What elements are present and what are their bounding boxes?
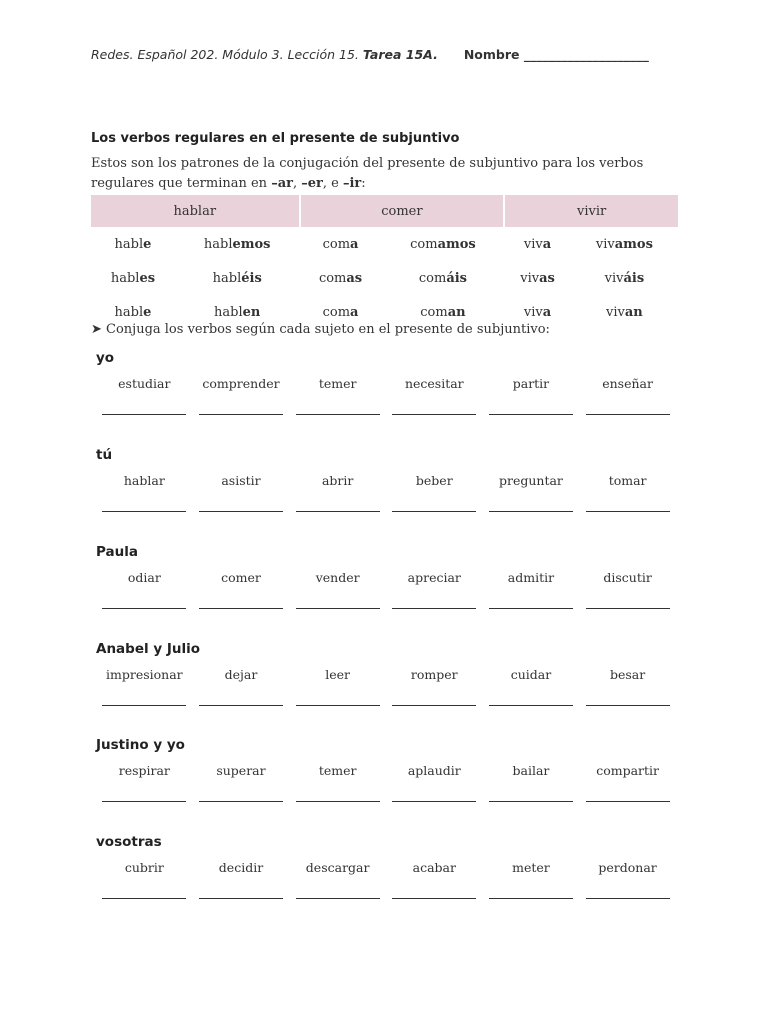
verb-item — [193, 761, 290, 802]
verb-infinitive: preguntar — [498, 473, 563, 488]
answer-blank[interactable] — [102, 414, 186, 415]
verb-ending: a — [350, 304, 359, 320]
verb-infinitive: respirar — [118, 763, 170, 778]
verb-infinitive: impresionar — [106, 667, 183, 682]
verb-item — [483, 858, 580, 899]
conjugation-cell — [175, 227, 300, 261]
verb-item — [483, 761, 580, 802]
verb-item — [386, 761, 483, 802]
exercise-group — [96, 737, 676, 778]
course-label: Redes. Español 202. Módulo 3. Lección 15. — [91, 47, 359, 62]
verb-infinitive: cuidar — [510, 667, 552, 682]
answer-blank[interactable] — [102, 898, 186, 899]
verb-ending: en — [242, 304, 261, 320]
verb-item — [579, 858, 676, 899]
verb-item — [96, 471, 193, 512]
verb-infinitive: temer — [318, 763, 357, 778]
verb-stem: habl — [214, 304, 243, 320]
verb-item — [386, 858, 483, 899]
conjugation-cell — [175, 261, 300, 295]
verb-infinitive: partir — [512, 376, 550, 391]
table-header-row — [91, 195, 678, 227]
header-vivir: vivir — [504, 195, 678, 227]
verb-stem: com — [322, 304, 351, 320]
header-comer: comer — [300, 195, 505, 227]
answer-blank[interactable] — [296, 898, 380, 899]
intro-text: Estos son los patrones de la conjugación del presente de subjuntivo para los verbos regulares que terminan en — [91, 156, 644, 191]
subject-label: Anabel y Julio — [96, 641, 200, 657]
page-header — [91, 47, 649, 62]
verb-item — [289, 568, 386, 609]
conjugation-cell — [571, 261, 678, 295]
verb-stem: viv — [595, 236, 615, 252]
task-label: Tarea 15A. — [362, 47, 438, 62]
verb-infinitive: vender — [315, 570, 360, 585]
verb-ending: as — [539, 270, 555, 286]
verb-infinitive: abrir — [321, 473, 354, 488]
answer-blank[interactable] — [392, 608, 476, 609]
verb-ending: a — [542, 236, 552, 252]
answer-blank[interactable] — [489, 414, 573, 415]
subject-label: tú — [96, 447, 113, 463]
verb-row — [96, 568, 676, 609]
exercise-group — [96, 834, 676, 875]
verb-infinitive: besar — [609, 667, 646, 682]
verb-row — [96, 858, 676, 899]
exercise-group — [96, 447, 676, 488]
answer-blank[interactable] — [586, 705, 670, 706]
answer-blank[interactable] — [392, 801, 476, 802]
verb-ending: e — [143, 236, 152, 252]
answer-blank[interactable] — [586, 898, 670, 899]
conjugation-cell — [300, 227, 382, 261]
section-title: Los verbos regulares en el presente de subjuntivo — [91, 131, 460, 146]
verb-infinitive: decidir — [218, 860, 264, 875]
verb-infinitive: estudiar — [118, 376, 171, 391]
verb-item — [193, 858, 290, 899]
exercise-group — [96, 350, 676, 391]
exercise-group — [96, 641, 676, 682]
verb-item — [579, 665, 676, 706]
exercise-group — [96, 544, 676, 585]
answer-blank[interactable] — [586, 801, 670, 802]
verb-item — [193, 568, 290, 609]
subject-label: Paula — [96, 544, 138, 560]
verb-ending: es — [139, 270, 156, 286]
answer-blank[interactable] — [392, 898, 476, 899]
verb-ending: a — [350, 236, 359, 252]
intro-paragraph — [91, 154, 691, 194]
conjugation-cell — [571, 295, 678, 329]
verb-item — [483, 568, 580, 609]
conjugation-cell — [504, 261, 570, 295]
verb-stem: habl — [114, 236, 144, 252]
answer-blank[interactable] — [199, 608, 283, 609]
verb-item — [96, 761, 193, 802]
intro-end: : — [361, 176, 366, 191]
verb-stem: com — [318, 270, 347, 286]
verb-infinitive: meter — [512, 860, 550, 875]
verb-infinitive: hablar — [123, 473, 165, 488]
verb-ending: áis — [446, 270, 467, 286]
conjugation-cell — [300, 261, 382, 295]
verb-infinitive: perdonar — [598, 860, 657, 875]
answer-blank[interactable] — [296, 801, 380, 802]
verb-item — [579, 761, 676, 802]
answer-blank[interactable] — [586, 414, 670, 415]
verb-ending: amos — [437, 236, 476, 252]
verb-item — [193, 665, 290, 706]
intro-sep: , — [292, 176, 302, 191]
verb-infinitive: superar — [216, 763, 266, 778]
verb-item — [483, 471, 580, 512]
verb-stem: viv — [520, 270, 540, 286]
subject-label: vosotras — [96, 834, 162, 850]
verb-infinitive: admitir — [507, 570, 555, 585]
answer-blank[interactable] — [586, 608, 670, 609]
verb-item — [193, 471, 290, 512]
conjugation-cell — [504, 227, 570, 261]
verb-stem: com — [410, 236, 438, 252]
verb-ending: amos — [614, 236, 653, 252]
verb-infinitive: necesitar — [404, 376, 464, 391]
verb-item — [289, 858, 386, 899]
ending-er: –er — [301, 176, 323, 191]
verb-row — [96, 471, 676, 512]
verb-item — [579, 374, 676, 415]
verb-ending: an — [447, 304, 466, 320]
answer-blank[interactable] — [296, 511, 380, 512]
verb-stem: habl — [212, 270, 242, 286]
verb-ending: éis — [241, 270, 262, 286]
verb-stem: habl — [203, 236, 233, 252]
verb-row — [96, 665, 676, 706]
verb-item — [193, 374, 290, 415]
verb-stem: viv — [523, 236, 543, 252]
verb-ending: áis — [623, 270, 645, 286]
verb-infinitive: bailar — [512, 763, 550, 778]
verb-stem: viv — [606, 304, 625, 320]
instruction-text: ➤ Conjuga los verbos según cada sujeto en el presente de subjuntivo: — [91, 322, 550, 337]
verb-infinitive: dejar — [224, 667, 258, 682]
verb-infinitive: enseñar — [602, 376, 653, 391]
answer-blank[interactable] — [199, 511, 283, 512]
verb-infinitive: tomar — [608, 473, 647, 488]
answer-blank[interactable] — [199, 414, 283, 415]
header-hablar: hablar — [91, 195, 300, 227]
ending-ar: –ar — [271, 176, 293, 191]
answer-blank[interactable] — [489, 705, 573, 706]
verb-item — [289, 374, 386, 415]
answer-blank[interactable] — [489, 801, 573, 802]
table-row — [91, 261, 678, 295]
verb-item — [289, 471, 386, 512]
verb-stem: viv — [523, 304, 543, 320]
verb-infinitive: odiar — [127, 570, 161, 585]
verb-item — [483, 374, 580, 415]
conjugation-cell — [382, 227, 505, 261]
verb-item — [579, 471, 676, 512]
answer-blank[interactable] — [199, 801, 283, 802]
answer-blank[interactable] — [296, 705, 380, 706]
intro-sep: , e — [322, 176, 343, 191]
verb-ending: an — [624, 304, 643, 320]
verb-infinitive: romper — [410, 667, 458, 682]
answer-blank[interactable] — [489, 511, 573, 512]
verb-infinitive: cubrir — [124, 860, 164, 875]
verb-stem: com — [322, 236, 351, 252]
verb-row — [96, 374, 676, 415]
verb-infinitive: comer — [221, 570, 261, 585]
answer-blank[interactable] — [296, 608, 380, 609]
answer-blank[interactable] — [296, 414, 380, 415]
answer-blank[interactable] — [199, 705, 283, 706]
verb-infinitive: aplaudir — [407, 763, 461, 778]
answer-blank[interactable] — [102, 608, 186, 609]
verb-item — [289, 761, 386, 802]
verb-item — [96, 374, 193, 415]
verb-ending: as — [346, 270, 363, 286]
answer-blank[interactable] — [489, 608, 573, 609]
verb-item — [96, 665, 193, 706]
answer-blank[interactable] — [392, 511, 476, 512]
verb-infinitive: descargar — [305, 860, 370, 875]
conjugation-cell — [91, 227, 175, 261]
conjugation-cell — [382, 261, 505, 295]
verb-infinitive: compartir — [596, 763, 660, 778]
verb-infinitive: asistir — [221, 473, 261, 488]
table-row — [91, 227, 678, 261]
subject-label: Justino y yo — [96, 737, 185, 753]
answer-blank[interactable] — [586, 511, 670, 512]
verb-stem: com — [420, 304, 448, 320]
answer-blank[interactable] — [392, 705, 476, 706]
verb-stem: viv — [604, 270, 624, 286]
answer-blank[interactable] — [199, 898, 283, 899]
verb-ending: e — [143, 304, 152, 320]
verb-item — [386, 374, 483, 415]
verb-infinitive: comprender — [202, 376, 280, 391]
verb-infinitive: apreciar — [407, 570, 461, 585]
verb-item — [483, 665, 580, 706]
subject-label: yo — [96, 350, 115, 366]
conjugation-cell — [91, 261, 175, 295]
conjugation-cell — [571, 227, 678, 261]
verb-infinitive: discutir — [603, 570, 652, 585]
verb-stem: habl — [114, 304, 144, 320]
answer-blank[interactable] — [392, 414, 476, 415]
verb-item — [386, 568, 483, 609]
verb-item — [289, 665, 386, 706]
verb-item — [386, 471, 483, 512]
verb-infinitive: temer — [318, 376, 357, 391]
verb-item — [386, 665, 483, 706]
verb-ending: a — [542, 304, 552, 320]
verb-infinitive: acabar — [412, 860, 456, 875]
ending-ir: –ir — [342, 176, 362, 191]
conjugation-table — [91, 195, 678, 329]
name-field-label: Nombre ____________________ — [463, 47, 649, 62]
verb-infinitive: leer — [325, 667, 351, 682]
answer-blank[interactable] — [102, 511, 186, 512]
answer-blank[interactable] — [102, 705, 186, 706]
verb-item — [96, 858, 193, 899]
verb-stem: com — [418, 270, 447, 286]
answer-blank[interactable] — [489, 898, 573, 899]
verb-item — [96, 568, 193, 609]
verb-stem: habl — [110, 270, 140, 286]
verb-row — [96, 761, 676, 802]
verb-ending: emos — [232, 236, 271, 252]
verb-item — [579, 568, 676, 609]
verb-infinitive: beber — [415, 473, 453, 488]
answer-blank[interactable] — [102, 801, 186, 802]
